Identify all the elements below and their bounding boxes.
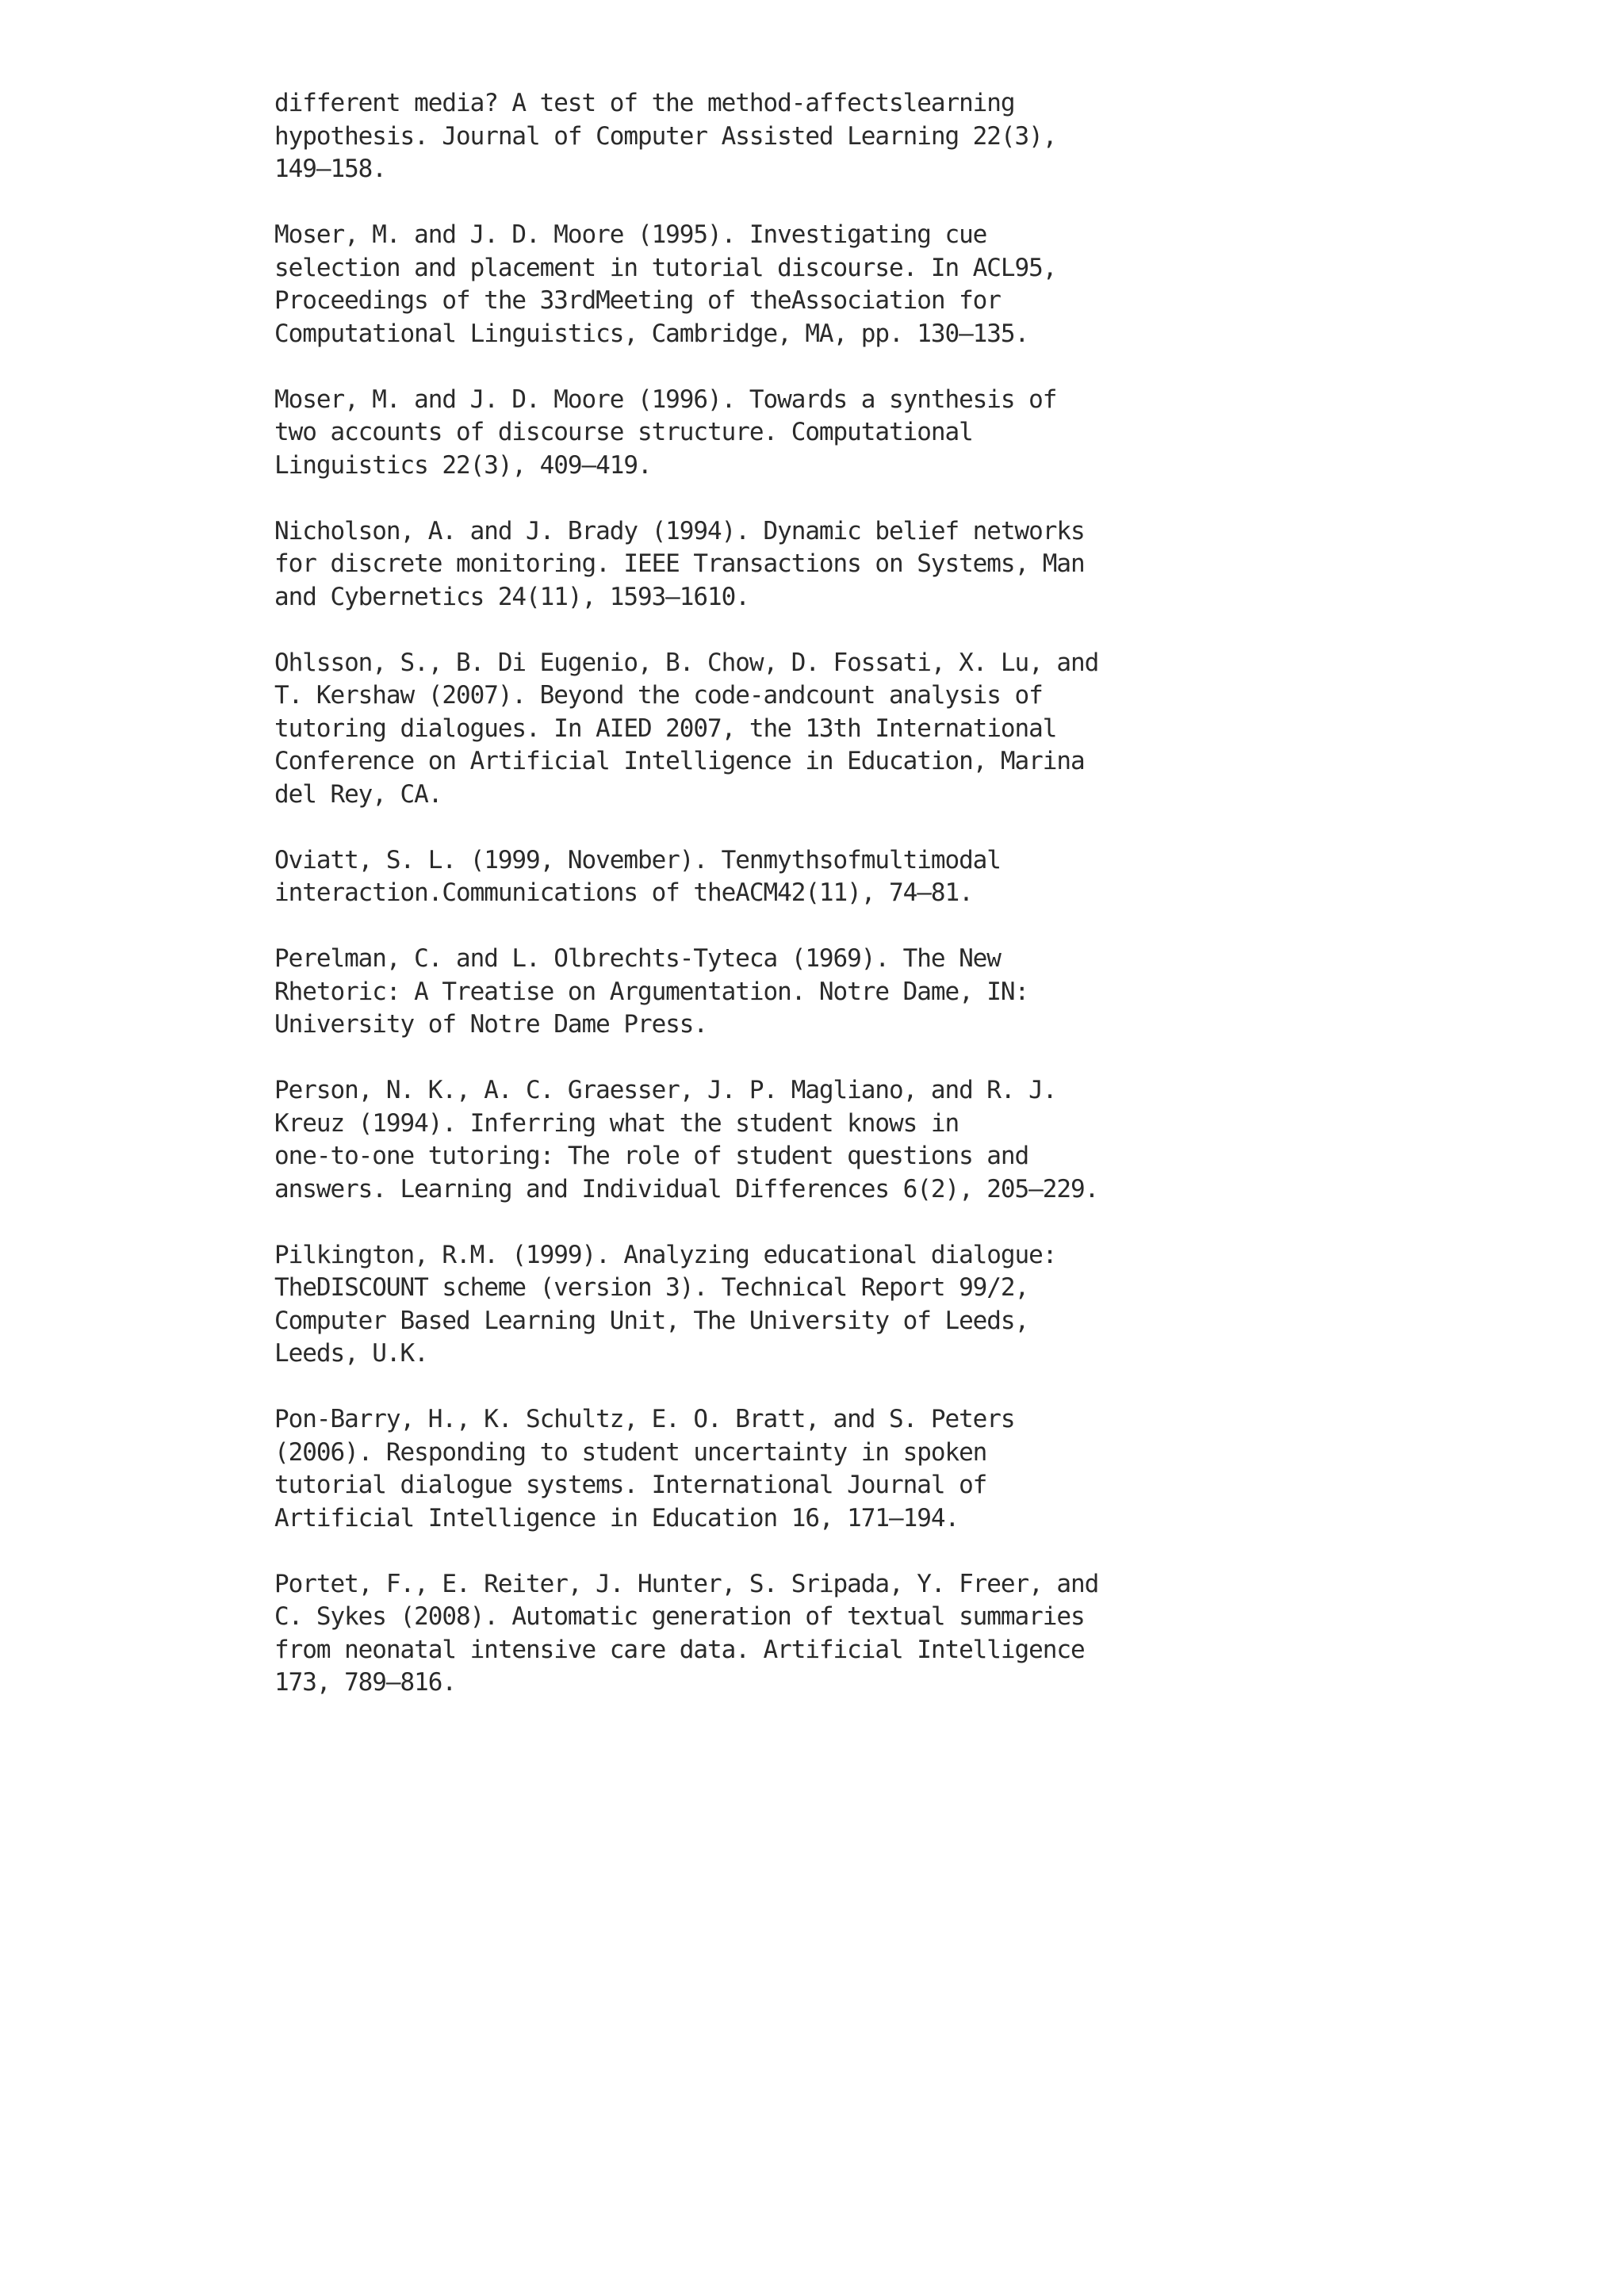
reference-line: Moser, M. and J. D. Moore (1996). Towards a synthesis of [274,385,1057,414]
reference-line: from neonatal intensive care data. Artificial Intelligence [274,1635,1085,1664]
reference-line: Computational Linguistics, Cambridge, MA, pp. 130–135. [274,319,1029,348]
reference-entry [274,219,1385,350]
reference-line: answers. Learning and Individual Differences 6(2), 205–229. [274,1174,1099,1203]
reference-list [274,87,1385,1732]
reference-line: and Cybernetics 24(11), 1593–1610. [274,582,749,611]
reference-line: Artificial Intelligence in Education 16, 171–194. [274,1503,959,1533]
reference-entry [274,647,1385,812]
reference-entry [274,943,1385,1042]
reference-entry [274,1403,1385,1535]
reference-line: for discrete monitoring. IEEE Transactions on Systems, Man [274,549,1085,578]
reference-line: Moser, M. and J. D. Moore (1995). Investigating cue [274,220,987,249]
reference-line: Oviatt, S. L. (1999, November). Tenmythsofmultimodal [274,845,1001,874]
reference-line: University of Notre Dame Press. [274,1010,708,1039]
reference-line: Person, N. K., A. C. Graesser, J. P. Magliano, and R. J. [274,1076,1057,1104]
reference-line: 149–158. [274,155,386,183]
reference-line: different media? A test of the method-affectslearning [274,89,1015,117]
reference-line: tutorial dialogue systems. International Journal of [274,1471,987,1499]
reference-line: two accounts of discourse structure. Computational [274,418,973,446]
reference-line: Conference on Artificial Intelligence in Education, Marina [274,747,1085,775]
reference-line: hypothesis. Journal of Computer Assisted Learning 22(3), [274,121,1057,151]
reference-entry [274,844,1385,910]
reference-line: del Rey, CA. [274,779,442,809]
reference-line: Nicholson, A. and J. Brady (1994). Dynamic belief networks [274,516,1085,545]
reference-line: selection and placement in tutorial discourse. In ACL95, [274,253,1057,282]
reference-line: tutoring dialogues. In AIED 2007, the 13th International [274,714,1057,743]
reference-entry [274,1568,1385,1700]
reference-line: Linguistics 22(3), 409–419. [274,450,652,480]
reference-line: TheDISCOUNT scheme (version 3). Technical Report 99/2, [274,1273,1029,1302]
reference-line: T. Kershaw (2007). Beyond the code-andcount analysis of [274,681,1043,710]
reference-entry [274,1239,1385,1371]
reference-line: Pon-Barry, H., K. Schultz, E. O. Bratt, and S. Peters [274,1405,1015,1433]
reference-line: Ohlsson, S., B. Di Eugenio, B. Chow, D. Fossati, X. Lu, and [274,648,1099,677]
reference-entry [274,515,1385,614]
reference-line: (2006). Responding to student uncertainty in spoken [274,1437,987,1467]
reference-entry [274,87,1385,186]
reference-line: C. Sykes (2008). Automatic generation of textual summaries [274,1602,1085,1631]
reference-line: interaction.Communications of theACM42(11), 74–81. [274,878,973,907]
reference-line: 173, 789–816. [274,1668,456,1697]
reference-entry [274,1074,1385,1206]
reference-line: Pilkington, R.M. (1999). Analyzing educational dialogue: [274,1240,1057,1269]
reference-line: Perelman, C. and L. Olbrechts-Tyteca (1969). The New [274,944,1001,973]
reference-line: Proceedings of the 33rdMeeting of theAssociation for [274,286,1001,315]
reference-line: Computer Based Learning Unit, The University of Leeds, [274,1306,1029,1335]
reference-line: one-to-one tutoring: The role of student questions and [274,1142,1029,1170]
reference-line: Portet, F., E. Reiter, J. Hunter, S. Sripada, Y. Freer, and [274,1569,1099,1598]
reference-line: Leeds, U.K. [274,1339,428,1368]
reference-line: Rhetoric: A Treatise on Argumentation. Notre Dame, IN: [274,977,1029,1006]
reference-entry [274,384,1385,483]
reference-line: Kreuz (1994). Inferring what the student knows in [274,1108,959,1138]
